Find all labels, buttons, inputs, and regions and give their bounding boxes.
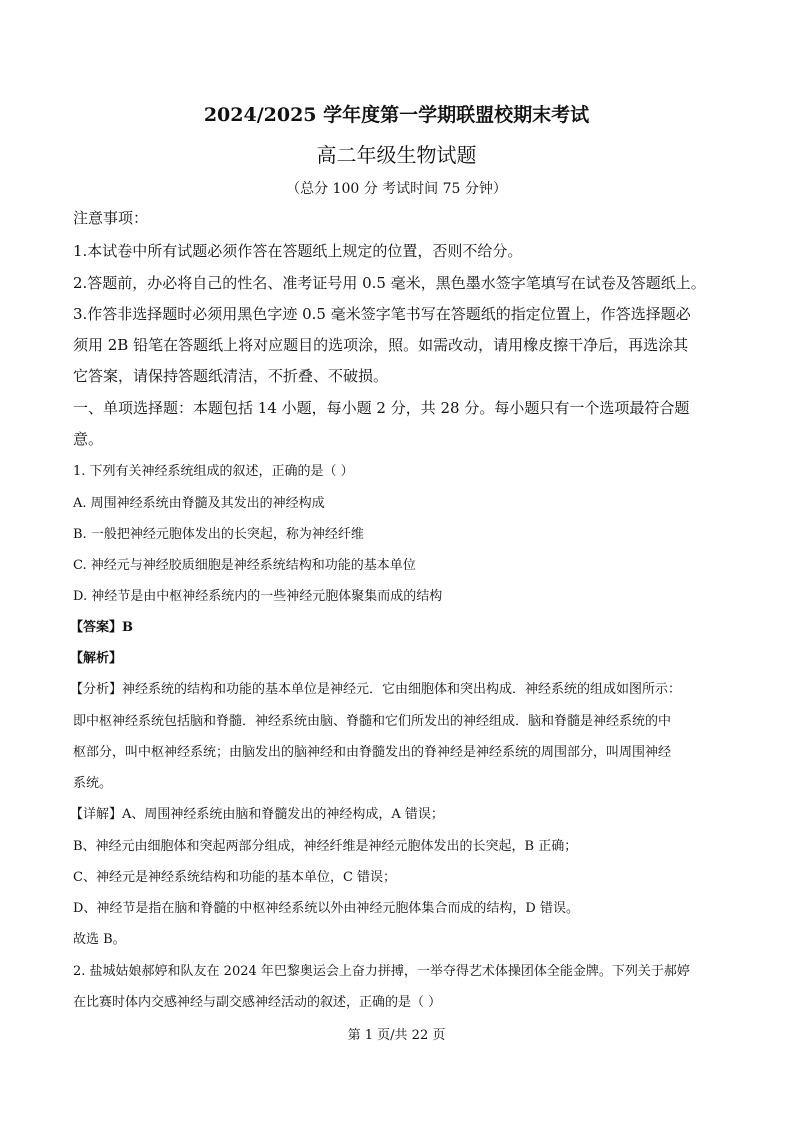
q1-stem: 1. 下列有关神经系统组成的叙述，正确的是（ ） (73, 464, 354, 479)
q2-stem-line-1: 2. 盐城姑娘郝婷和队友在 2024 年巴黎奥运会上奋力拼搏，一举夺得艺术体操团体全能金牌。下列关于郝婷 (73, 964, 690, 979)
exam-title: 2024/2025 学年度第一学期联盟校期末考试 (203, 104, 590, 126)
q1-fenxi-line-1: 【分析】神经系统的结构和功能的基本单位是神经元．它由细胞体和突出构成．神经系统的组成如图所示： (70, 682, 682, 697)
q1-detail-d: D、神经节是指在脑和脊髓的中枢神经系统以外由神经元胞体集合而成的结构，D 错误。 (73, 901, 579, 916)
exam-subtitle: 高二年级生物试题 (316, 143, 477, 167)
section-heading-line-2: 意。 (73, 430, 104, 448)
q1-detail-a: 【详解】A、周围神经系统由脑和脊髓发出的神经构成，A 错误； (70, 807, 444, 822)
q2-stem-line-2: 在比赛时体内交感神经与副交感神经活动的叙述，正确的是（ ） (73, 995, 442, 1010)
q1-option-d: D. 神经节是由中枢神经系统内的一些神经元胞体聚集而成的结构 (73, 589, 443, 604)
notice-item-2: 2.答题前，办必将自己的性名、准考证号用 0.5 毫米，黑色墨水签字笔填写在试卷及答题纸上。 (73, 274, 706, 292)
q1-option-c: C. 神经元与神经胶质细胞是神经系统结构和功能的基本单位 (73, 558, 416, 573)
q1-analysis-label: 【解析】 (70, 651, 123, 666)
q1-option-b: B. 一般把神经元胞体发出的长突起，称为神经纤维 (73, 527, 364, 542)
notice-item-3-line-1: 3.作答非选择题时必须用黑色字迹 0.5 毫米签字笔书写在答题纸的指定位置上，作答选择题必 (73, 305, 691, 323)
section-heading-line-1: 一、单项选择题：本题包括 14 小题，每小题 2 分，共 28 分。每小题只有一个选项最符合题 (73, 399, 690, 417)
notice-item-3-line-2: 须用 2B 铅笔在答题纸上将对应题目的选项涂，照。如需改动，请用橡皮擦干净后，再选涂其 (73, 336, 689, 354)
score-info: （总分 100 分 考试时间 75 分钟） (286, 181, 507, 197)
page-footer: 第 1 页/共 22 页 (347, 1028, 446, 1043)
q1-option-a: A. 周围神经系统由脊髓及其发出的神经构成 (73, 496, 325, 511)
q1-fenxi-line-2: 即中枢神经系统包括脑和脊髓．神经系统由脑、脊髓和它们所发出的神经组成．脑和脊髓是神经系统的中 (73, 714, 672, 729)
q1-fenxi-line-3: 枢部分，叫中枢神经系统；由脑发出的脑神经和由脊髓发出的脊神经是神经系统的周围部分，叫周围神经 (73, 745, 672, 760)
q1-conclusion: 故选 B。 (73, 932, 126, 947)
notice-heading: 注意事项： (73, 209, 149, 227)
q1-detail-b: B、神经元由细胞体和突起两部分组成，神经纤维是神经元胞体发出的长突起，B 正确； (73, 839, 578, 854)
notice-item-1: 1.本试卷中所有试题必须作答在答题纸上规定的位置，否则不给分。 (73, 242, 523, 260)
q1-answer: 【答案】B (70, 620, 133, 635)
q1-fenxi-line-4: 系统。 (73, 776, 113, 791)
notice-item-3-line-3: 它答案，请保持答题纸清洁，不折叠、不破损。 (73, 367, 389, 385)
q1-detail-c: C、神经元是神经系统结构和功能的基本单位，C 错误； (73, 870, 397, 885)
